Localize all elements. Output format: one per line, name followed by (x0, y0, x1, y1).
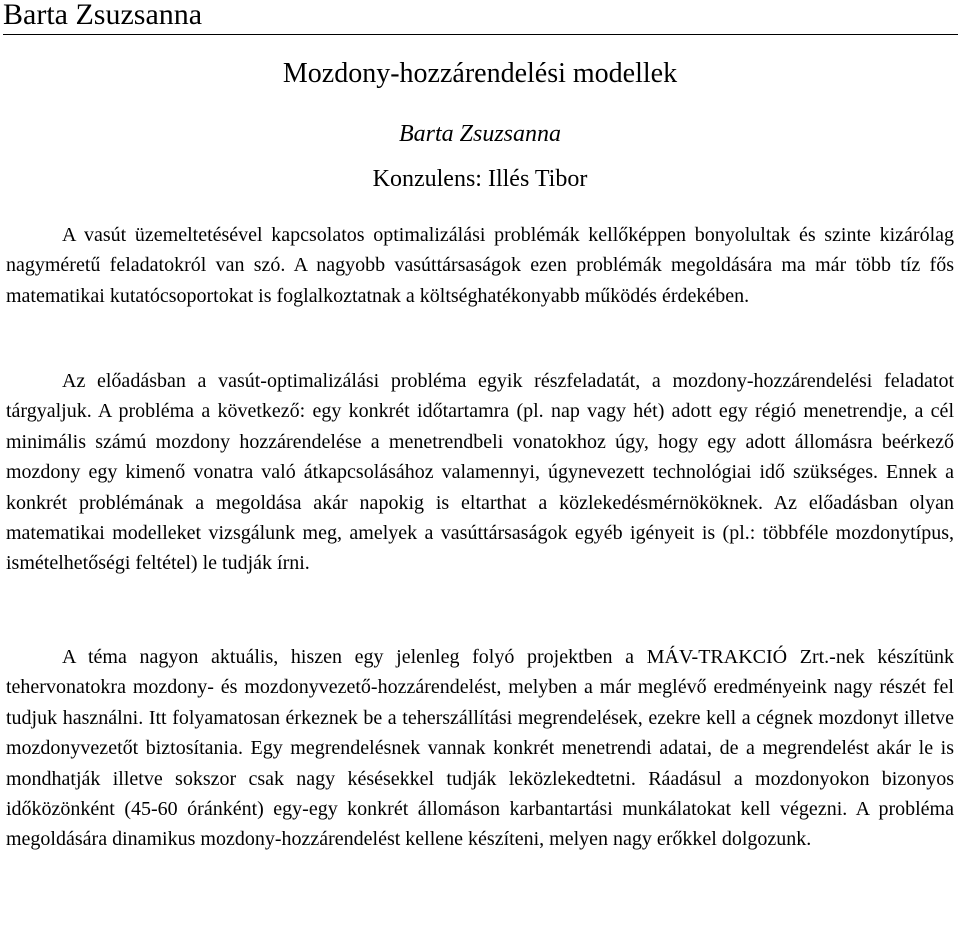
document-title: Mozdony-hozzárendelési modellek (282, 58, 678, 89)
body-paragraph: A téma nagyon aktuális, hiszen egy jelenleg folyó projektben a MÁV-TRAKCIÓ Zrt.-nek készítünk tehervonatokra mozdony- és mozdonyvezető-hozzárendelést, melyben a már meglévő eredményeink nagy részét fel tudjuk használni. Itt folyamatosan érkeznek be a teherszállítási megrendelések, ezekre kell a cégnek mozdonyt illetve mozdonyvezetőt biztosítania. Egy megrendelésnek vannak konkrét menetrendi adatai, de a megrendelést akár le is mondhatják illetve sokszor csak nagy késésekkel tudják leközlekedtetni. Ráadásul a mozdonyokon bizonyos időközönként (45-60 óránként) egy-egy konkrét állomáson karbantartási munkálatokat kell végezni. A probléma megoldására dinamikus mozdony-hozzárendelést kellene készíteni, melyen nagy erőkkel dolgozunk. (6, 646, 954, 851)
header-divider (3, 34, 958, 35)
body-paragraph: A vasút üzemeltetésével kapcsolatos optimalizálási problémák kellőképpen bonyolultak és szinte kizárólag nagyméretű feladatokról van szó. A nagyobb vasúttársaságok ezen problémák megoldására ma már több tíz fős matematikai kutatócsoportokat is foglalkoztatnak a költséghatékonyabb működés érdekében. (6, 224, 954, 307)
document-advisor: Konzulens: Illés Tibor (372, 166, 588, 192)
document-author: Barta Zsuzsanna (398, 121, 562, 147)
running-header-author: Barta Zsuzsanna (3, 0, 203, 31)
page-header (0, 0, 960, 36)
body-paragraph: Az előadásban a vasút-optimalizálási probléma egyik részfeladatát, a mozdony-hozzárendelési feladatot tárgyaljuk. A probléma a következő: egy konkrét időtartamra (pl. nap vagy hét) adott egy régió menetrendje, a cél minimális számú mozdony hozzárendelése a menetrendbeli vonatokhoz úgy, hogy egy adott állomásra beérkező mozdony egy kimenő vonatra való átkapcsolásához valamennyi, úgynevezett technológiai idő szükséges. Ennek a konkrét problémának a megoldása akár napokig is eltarthat a közlekedésmérnököknek. Az előadásban olyan matematikai modelleket vizsgálunk meg, amelyek a vasúttársaságok egyéb igényeit is (pl.: többféle mozdonytípus, ismételhetőségi feltétel) le tudják írni. (6, 370, 954, 575)
